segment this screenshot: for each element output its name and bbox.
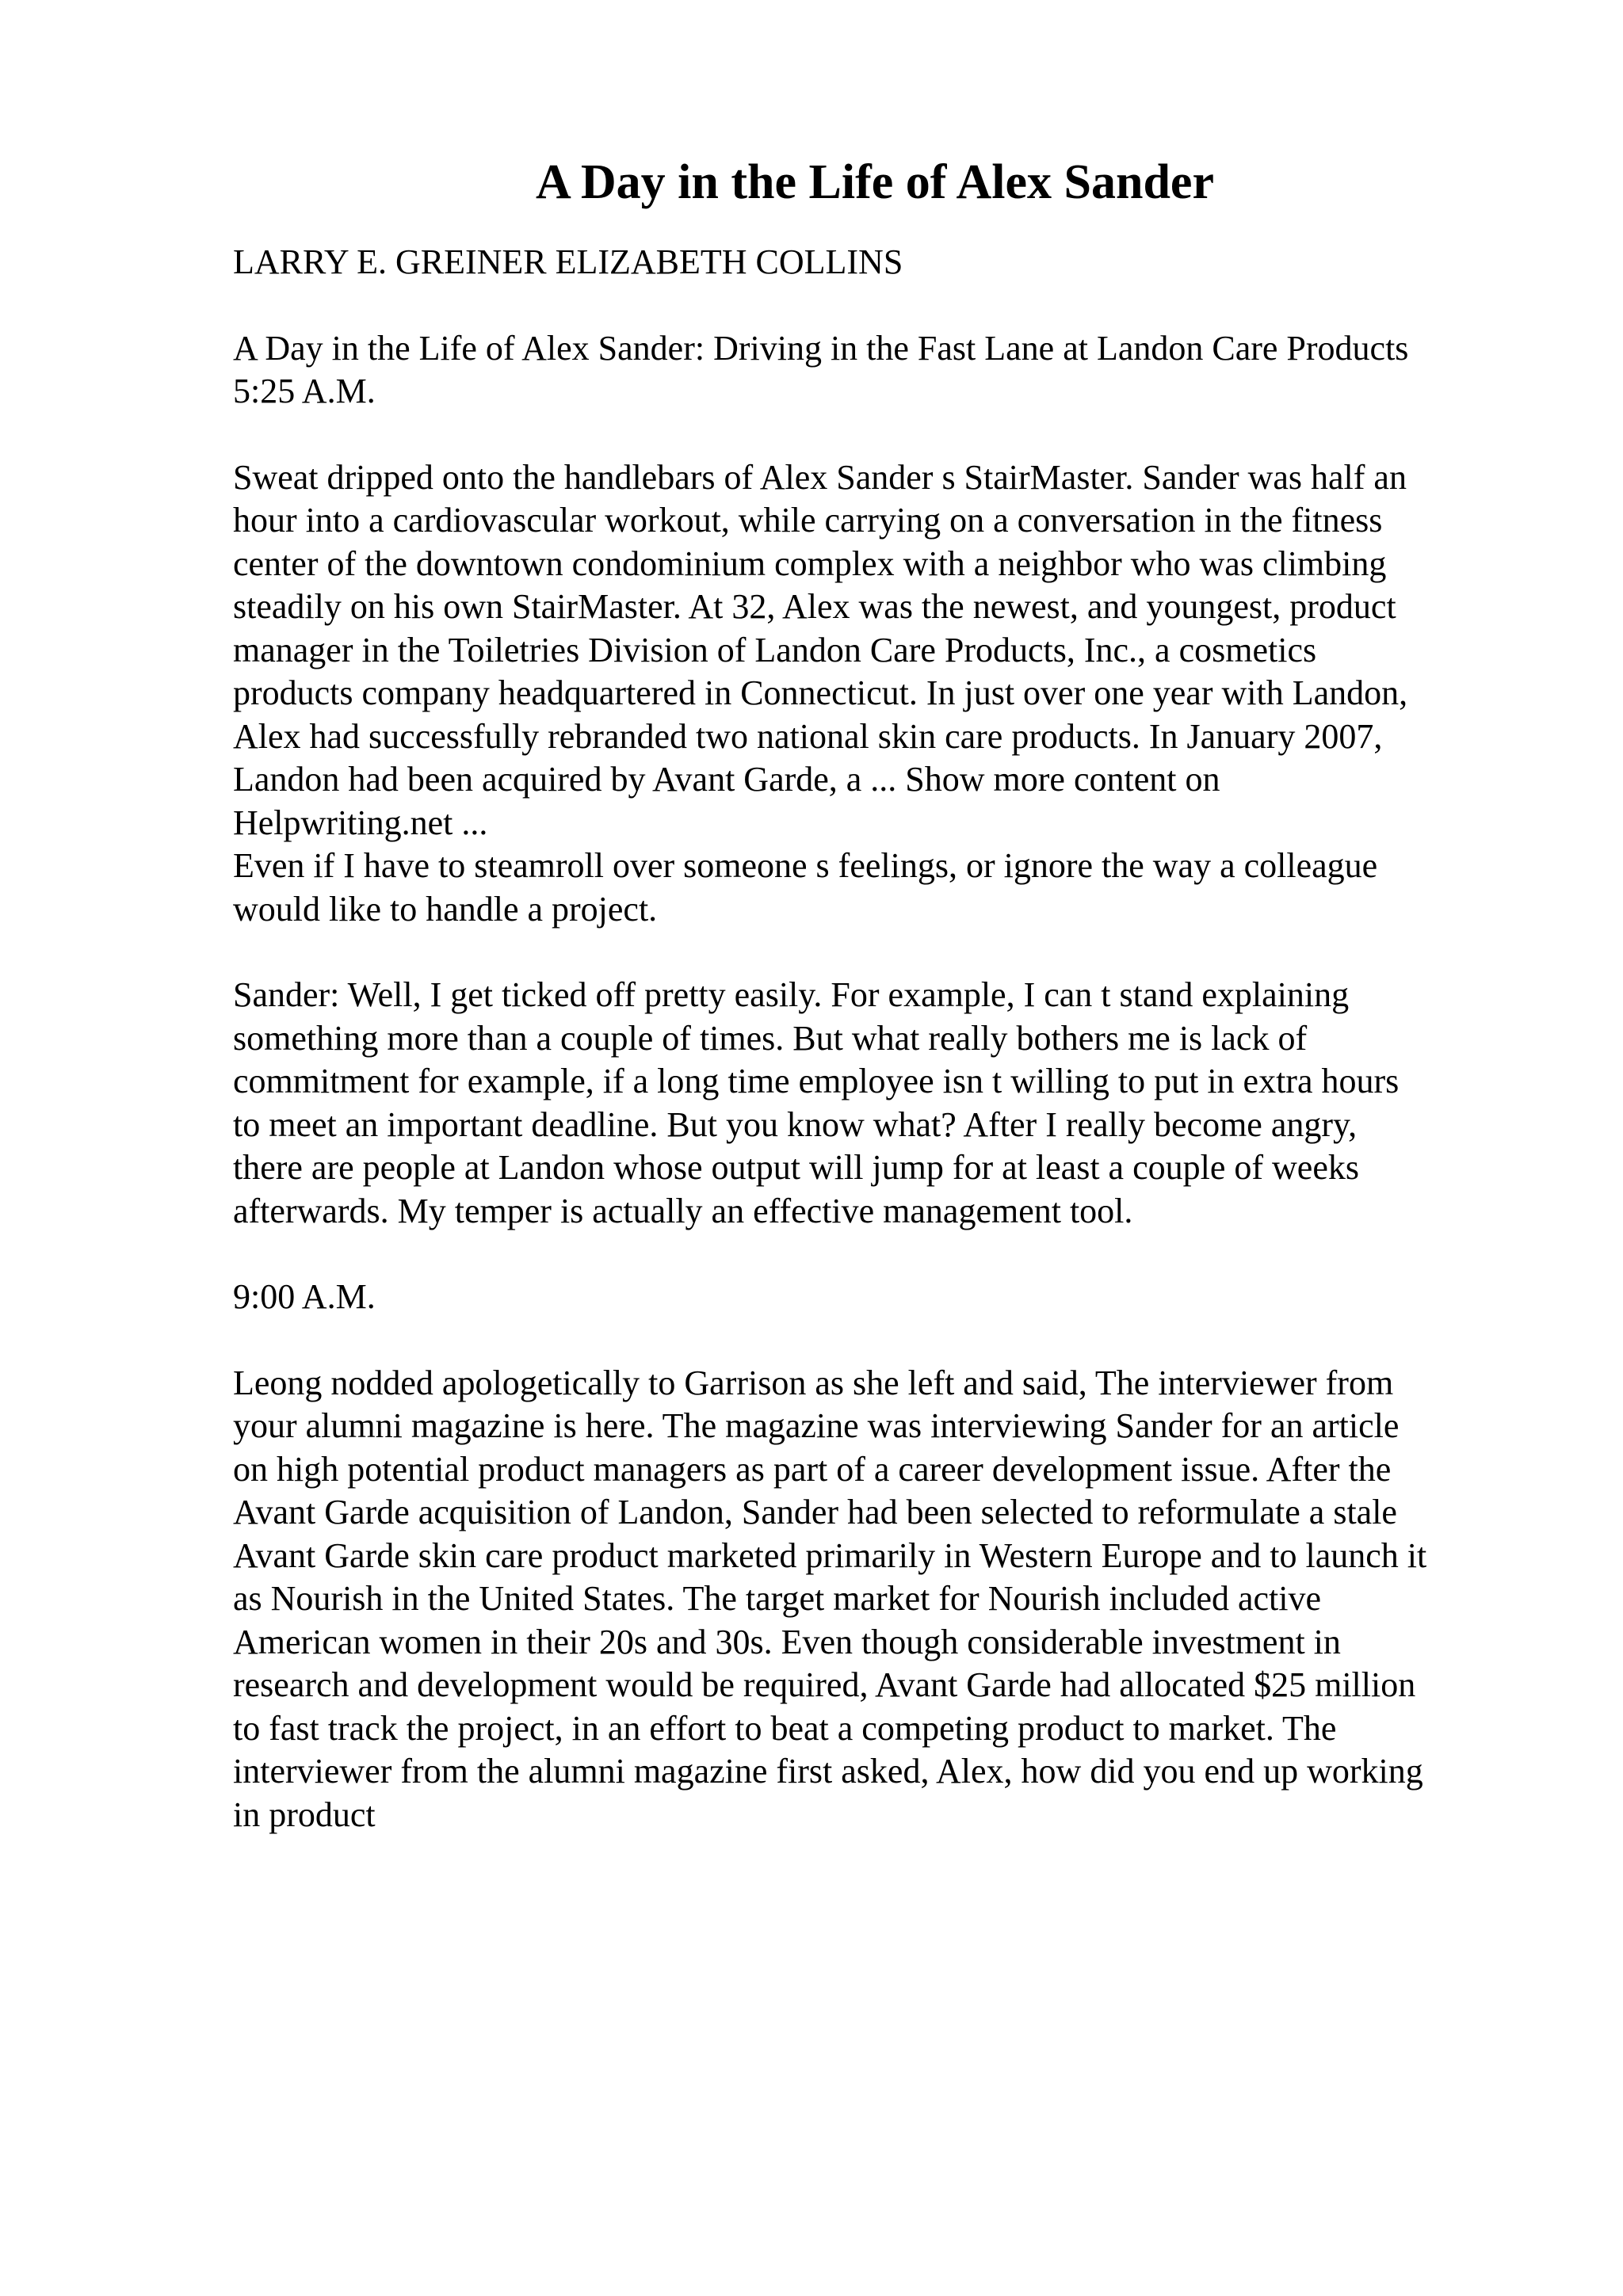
- text-line: Leong nodded apologetically to Garrison as she left and said, The interviewer from: [233, 1363, 1394, 1402]
- text-line: Sweat dripped onto the handlebars of Alex Sander s StairMaster. Sander was half an: [233, 457, 1407, 497]
- text-line: Sander: Well, I get ticked off pretty easily. For example, I can t stand explaining: [233, 975, 1350, 1014]
- text-line: would like to handle a project.: [233, 889, 658, 929]
- text-line: American women in their 20s and 30s. Even though considerable investment in: [233, 1622, 1341, 1661]
- text-line: steadily on his own StairMaster. At 32, Alex was the newest, and youngest, product: [233, 587, 1396, 626]
- spacer: [233, 414, 1517, 456]
- time-marker: 9:00 A.M.: [233, 1277, 376, 1316]
- text-line: as Nourish in the United States. The target market for Nourish included active: [233, 1579, 1322, 1618]
- text-line: commitment for example, if a long time employee isn t willing to put in extra hours: [233, 1062, 1400, 1100]
- text-line: Helpwriting.net ...: [233, 803, 488, 842]
- text-line: something more than a couple of times. But what really bothers me is lack of: [233, 1018, 1308, 1058]
- text-line: research and development would be required, Avant Garde had allocated $25 million: [233, 1665, 1416, 1704]
- text-line: hour into a cardiovascular workout, while carrying on a conversation in the fitness: [233, 501, 1383, 540]
- authors-line: LARRY E. GREINER ELIZABETH COLLINS: [233, 242, 903, 281]
- spacer: [233, 1233, 1517, 1276]
- text-line: Even if I have to steamroll over someone s feelings, or ignore the way a colleague: [233, 846, 1378, 885]
- text-line: manager in the Toiletries Division of Landon Care Products, Inc., a cosmetics: [233, 630, 1317, 669]
- paragraph-3: [233, 1362, 1517, 1837]
- subtitle-line: A Day in the Life of Alex Sander: Driving in the Fast Lane at Landon Care Products: [233, 328, 1409, 368]
- text-line: to meet an important deadline. But you know what? After I really become angry,: [233, 1104, 1358, 1144]
- subtitle-block: [233, 327, 1517, 414]
- text-line: interviewer from the alumni magazine first asked, Alex, how did you end up working: [233, 1752, 1423, 1791]
- text-line: on high potential product managers as part of a career development issue. After the: [233, 1449, 1392, 1489]
- text-line: Avant Garde acquisition of Landon, Sander had been selected to reformulate a stale: [233, 1493, 1397, 1531]
- paragraph-2: [233, 974, 1517, 1233]
- time-marker-start: 5:25 A.M.: [233, 372, 376, 410]
- paragraph-1: [233, 456, 1517, 932]
- text-line: products company headquartered in Connecticut. In just over one year with Landon,: [233, 673, 1408, 712]
- text-line: your alumni magazine is here. The magazine was interviewing Sander for an article: [233, 1406, 1400, 1445]
- document-body: [233, 151, 1517, 1836]
- spacer: [233, 1319, 1517, 1362]
- text-line: Alex had successfully rebranded two national skin care products. In January 2007,: [233, 716, 1383, 756]
- text-line: to fast track the project, in an effort to beat a competing product to market. The: [233, 1708, 1337, 1748]
- spacer: [233, 931, 1517, 974]
- text-line: there are people at Landon whose output will jump for at least a couple of weeks: [233, 1148, 1359, 1187]
- text-line: afterwards. My temper is actually an effective management tool.: [233, 1191, 1133, 1230]
- text-line: center of the downtown condominium complex with a neighbor who was climbing: [233, 543, 1387, 583]
- spacer: [233, 284, 1517, 327]
- document-title: A Day in the Life of Alex Sander: [536, 155, 1214, 209]
- text-line: in product: [233, 1794, 376, 1834]
- text-line: Landon had been acquired by Avant Garde, a ... Show more content on: [233, 760, 1220, 799]
- text-line: Avant Garde skin care product marketed primarily in Western Europe and to launch it: [233, 1535, 1427, 1575]
